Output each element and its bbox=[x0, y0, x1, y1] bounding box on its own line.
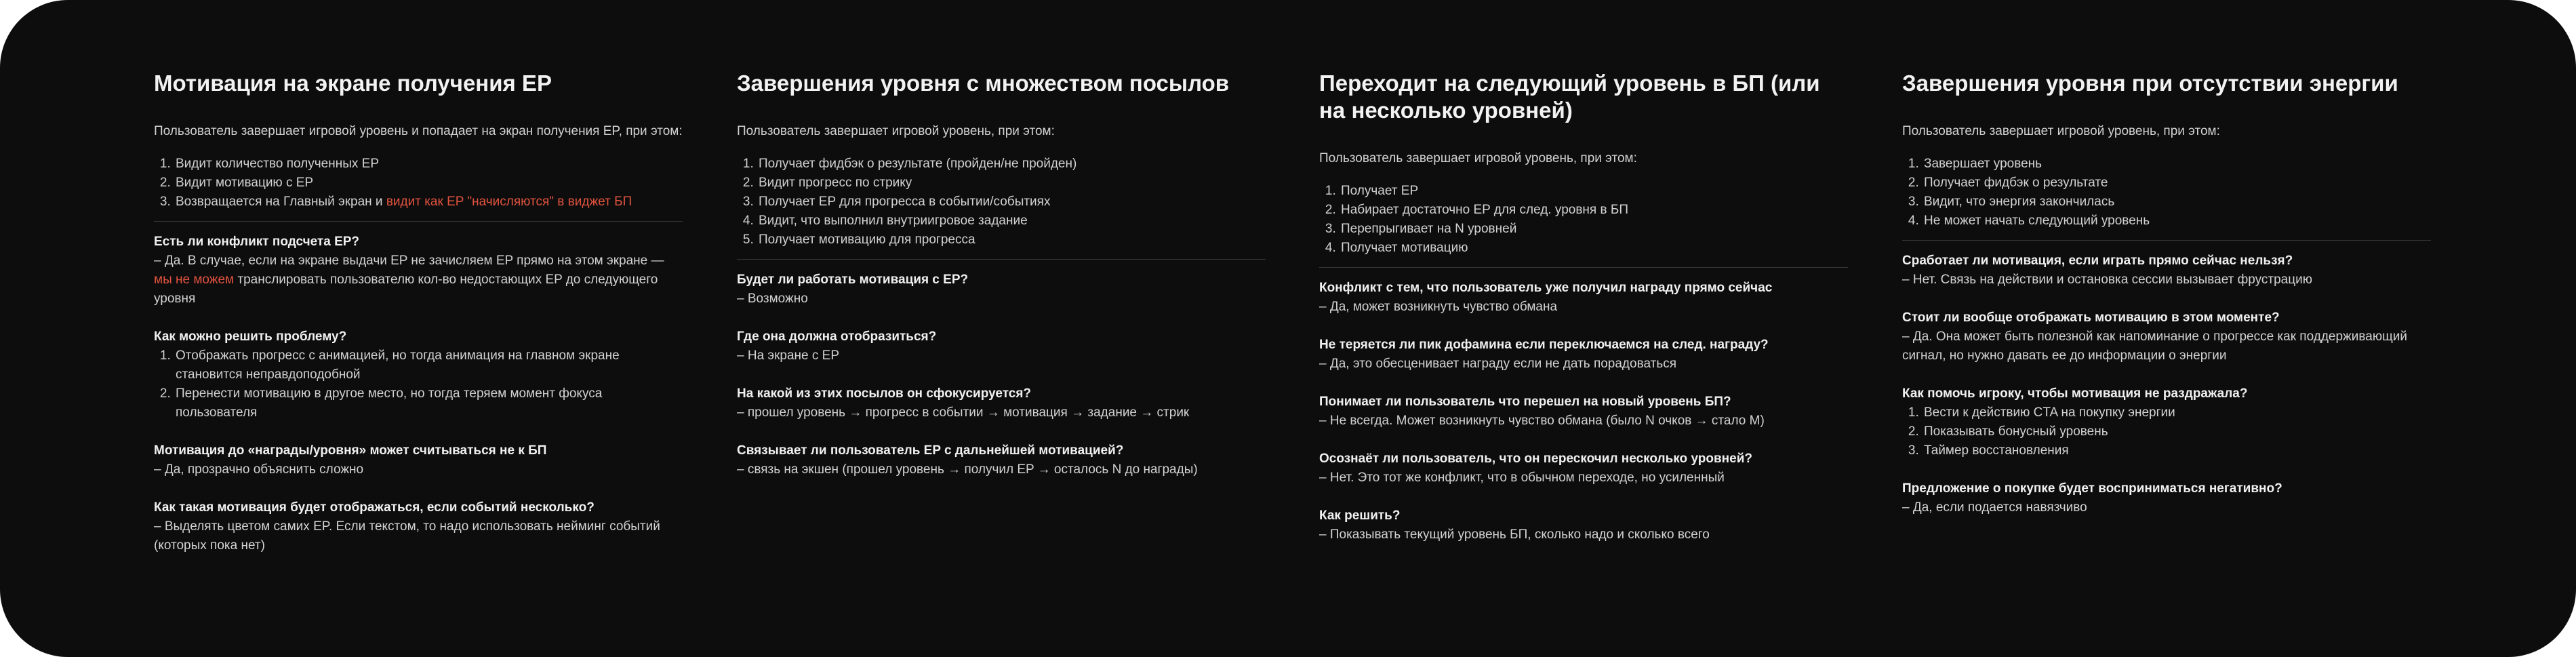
divider bbox=[154, 221, 683, 222]
qa-block bbox=[1319, 450, 1848, 487]
step-item bbox=[174, 193, 683, 212]
steps-list bbox=[1902, 155, 2431, 231]
steps-list bbox=[1319, 182, 1848, 258]
column-intro: Пользователь завершает игровой уровень и попадает на экран получения EP, при этом: bbox=[154, 124, 683, 138]
column-title: Завершения уровня при отсутствии энергии bbox=[1902, 71, 2398, 96]
answer-text: транслировать пользователю кол-во недостающих EP до следующего уровня bbox=[154, 273, 658, 306]
step-item: 3. Видит, что энергия закончилась bbox=[1923, 193, 2431, 212]
answer-item: 2. Перенести мотивацию в другое место, но тогда теряем момент фокуса пользователя bbox=[174, 384, 683, 422]
question: Предложение о покупке будет восприниматься негативно? bbox=[1902, 481, 2282, 496]
answer-item: 1. Отображать прогресс с анимацией, но тогда анимация на главном экране становится неправдоподобной bbox=[174, 346, 683, 384]
question: Как можно решить проблему? bbox=[154, 330, 347, 344]
answer-text: – Да. В случае, если на экране выдачи EP не зачисляем EP прямо на этом экране — bbox=[154, 254, 664, 268]
question: Сработает ли мотивация, если играть прямо сейчас нельзя? bbox=[1902, 254, 2293, 268]
qa-block bbox=[154, 498, 683, 555]
answer: – Нет. Связь на действии и остановка сессии вызывает фрустрацию bbox=[1902, 273, 2312, 287]
qa-block bbox=[1902, 384, 2431, 460]
answer-item: 3. Таймер восстановления bbox=[1923, 441, 2431, 460]
divider bbox=[1902, 240, 2431, 241]
question: Конфликт с тем, что пользователь уже получил награду прямо сейчас bbox=[1319, 281, 1773, 295]
step-item: 2. Получает фидбэк о результате bbox=[1923, 174, 2431, 193]
steps-list bbox=[737, 155, 1266, 250]
answer: – прошел уровень → прогресс в событии → мотивация → задание → стрик bbox=[737, 405, 1190, 420]
step-item: 4. Не может начать следующий уровень bbox=[1923, 212, 2431, 231]
answer: – Выделять цветом самих EP. Если текстом, то надо использовать нейминг событий (которых пока нет) bbox=[154, 519, 660, 553]
qa-block bbox=[1319, 336, 1848, 374]
qa-block bbox=[1319, 279, 1848, 317]
answer: – Да. Она может быть полезной как напоминание о прогрессе как поддерживающий сигнал, но нужно давать ее до информации о энергии bbox=[1902, 330, 2407, 363]
divider bbox=[1319, 267, 1848, 268]
question: Мотивация до «награды/уровня» может считываться не к БП bbox=[154, 443, 547, 458]
question: Связывает ли пользователь EP с дальнейшей мотивацией? bbox=[737, 443, 1124, 458]
answer: – связь на экшен (прошел уровень → получил EP → осталось N до награды) bbox=[737, 462, 1198, 477]
qa-block bbox=[737, 441, 1266, 479]
step-item: 3. Перепрыгивает на N уровней bbox=[1340, 220, 1848, 239]
qa-block bbox=[1902, 479, 2431, 517]
qa-block bbox=[1902, 252, 2431, 290]
question: Где она должна отобразиться? bbox=[737, 330, 937, 344]
answer: – Показывать текущий уровень БП, сколько надо и сколько всего bbox=[1319, 527, 1710, 542]
divider bbox=[737, 259, 1266, 260]
answer-list bbox=[1902, 403, 2431, 460]
answer: – Нет. Это тот же конфликт, что в обычном переходе, но усиленный bbox=[1319, 471, 1725, 485]
answer-item: 2. Показывать бонусный уровень bbox=[1923, 422, 2431, 441]
qa-block bbox=[1902, 308, 2431, 365]
column-no-energy bbox=[1902, 70, 2431, 536]
qa-block bbox=[737, 271, 1266, 308]
question: Как такая мотивация будет отображаться, если событий несколько? bbox=[154, 500, 595, 515]
column-intro: Пользователь завершает игровой уровень, при этом: bbox=[1319, 151, 1637, 165]
column-next-bp-level bbox=[1319, 70, 1848, 563]
column-motivation-ep-screen bbox=[154, 70, 683, 574]
qa-block bbox=[154, 233, 683, 308]
qa-block bbox=[1319, 393, 1848, 431]
qa-block bbox=[737, 384, 1266, 422]
answer: – На экране с EP bbox=[737, 349, 840, 363]
step-item: 1. Завершает уровень bbox=[1923, 155, 2431, 174]
answer: – Не всегда. Может возникнуть чувство обмана (было N очков → стало M) bbox=[1319, 414, 1765, 428]
column-title: Мотивация на экране получения EP bbox=[154, 71, 552, 96]
step-highlight: видит как EP "начисляются" в виджет БП bbox=[386, 195, 632, 209]
question: Осознаёт ли пользователь, что он перескочил несколько уровней? bbox=[1319, 452, 1752, 466]
question: Есть ли конфликт подсчета EP? bbox=[154, 235, 360, 249]
column-intro: Пользователь завершает игровой уровень, при этом: bbox=[1902, 124, 2220, 138]
answer: – Да, прозрачно объяснить сложно bbox=[154, 462, 364, 477]
column-intro: Пользователь завершает игровой уровень, при этом: bbox=[737, 124, 1055, 138]
question: Будет ли работать мотивация с EP? bbox=[737, 273, 969, 287]
step-item: 5. Получает мотивацию для прогресса bbox=[757, 231, 1266, 250]
question: Не теряется ли пик дофамина если переключаемся на след. награду? bbox=[1319, 338, 1769, 352]
step-item: 1. Получает EP bbox=[1340, 182, 1848, 201]
qa-block bbox=[154, 441, 683, 479]
answer: – Возможно bbox=[737, 292, 808, 306]
step-item: 2. Видит прогресс по стрику bbox=[757, 174, 1266, 193]
step-item: 4. Получает мотивацию bbox=[1340, 239, 1848, 258]
step-item: 2. Набирает достаточно EP для след. уровня в БП bbox=[1340, 201, 1848, 220]
answer-highlight: мы не можем bbox=[154, 273, 235, 287]
answer: – Да, это обесценивает награду если не дать порадоваться bbox=[1319, 357, 1677, 371]
question: Как помочь игроку, чтобы мотивация не раздражала? bbox=[1902, 386, 2248, 401]
question: Понимает ли пользователь что перешел на новый уровень БП? bbox=[1319, 395, 1731, 409]
column-title: Завершения уровня с множеством посылов bbox=[737, 71, 1230, 96]
qa-block bbox=[1319, 506, 1848, 544]
answer: – Да, если подается навязчиво bbox=[1902, 500, 2087, 515]
answer-item: 1. Вести к действию CTA на покупку энергии bbox=[1923, 403, 2431, 422]
step-item: 3. Получает EP для прогресса в событии/событиях bbox=[757, 193, 1266, 212]
step-item: 4. Видит, что выполнил внутриигровое задание bbox=[757, 212, 1266, 231]
step-item: 2. Видит мотивацию с EP bbox=[174, 174, 683, 193]
qa-block bbox=[154, 327, 683, 422]
question: Как решить? bbox=[1319, 509, 1401, 523]
qa-block bbox=[737, 327, 1266, 365]
column-multiple-messages bbox=[737, 70, 1266, 498]
question: Стоит ли вообще отображать мотивацию в этом моменте? bbox=[1902, 311, 2280, 325]
answer bbox=[154, 252, 683, 308]
step-text: Возвращается на Главный экран и bbox=[176, 195, 386, 209]
question: На какой из этих посылов он сфокусируется? bbox=[737, 386, 1032, 401]
answer-list bbox=[154, 346, 683, 422]
step-item: 1. Видит количество полученных EP bbox=[174, 155, 683, 174]
step-item: 1. Получает фидбэк о результате (пройден/не пройден) bbox=[757, 155, 1266, 174]
steps-list bbox=[154, 155, 683, 212]
column-title: Переходит на следующий уровень в БП (или на несколько уровней) bbox=[1319, 71, 1820, 123]
answer: – Да, может возникнуть чувство обмана bbox=[1319, 300, 1558, 314]
